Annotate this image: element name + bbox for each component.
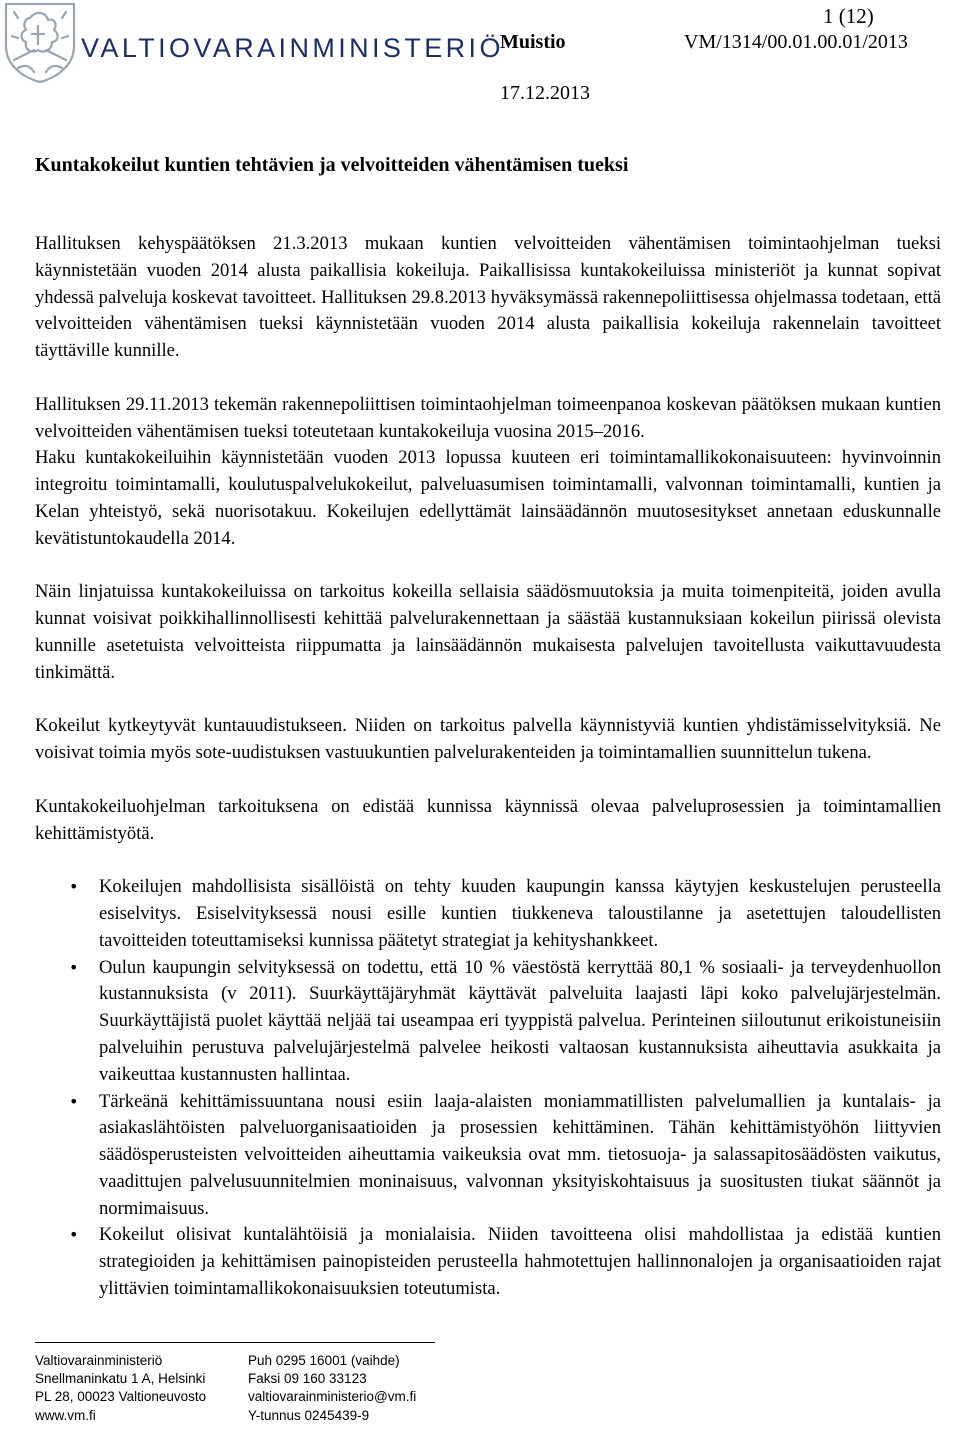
footer-website: www.vm.fi: [35, 1407, 96, 1423]
bullet-icon: •: [69, 957, 79, 977]
paragraph: Näin linjatuissa kuntakokeiluissa on tarkoitus kokeilla sellaisia säädösmuutoksia ja muita toimenpiteitä, joiden avulla kunnat voisivat poikkihallinnollisesti kehittää palvelurakennettaan ja säästää kustannuksiaan kokeilun piirissä olevista kunnille asetetuista velvoitteista riippumatta ja lainsäädännön mukaisesta palvelujen tavoitellusta vaikuttavuudesta tinkimättä.: [35, 581, 941, 683]
footer-phone: Puh 0295 16001 (vaihde): [248, 1353, 400, 1368]
paragraph: Haku kuntakokeiluihin käynnistetään vuoden 2013 lopussa kuuteen eri toimintamallikokonaisuuteen: hyvinvoinnin integroitu toimintamalli, koulutuspalvelukokeilut, palveluasumisen toimintamalli, valvonnan toimintamalli, kuntien ja Kelan yhteistyö, sekä nuorisotakuu. Kokeilujen edellyttämät lainsäädännön muutosesitykset annetaan eduskunnalle kevätistuntokaudella 2014.: [35, 447, 941, 549]
list-item: [69, 874, 941, 954]
list-item: [69, 955, 941, 1089]
footer-divider: [35, 1342, 435, 1343]
bullet-icon: •: [69, 877, 79, 897]
paragraph: Kokeilut kytkeytyvät kuntauudistukseen. Niiden on tarkoitus palvella käynnistyviä kuntien yhdistämisselvityksiä. Ne voisivat toimia myös sote-uudistuksen vastuukuntien palvelurakenteiden ja toimintamallien suunnittelun tukena.: [35, 715, 941, 764]
bullet-list: [35, 874, 941, 1303]
document-body: [35, 231, 941, 1303]
bullet-icon: •: [69, 1091, 79, 1111]
page-number: 1 (12): [823, 4, 874, 28]
document-type: Muistio: [500, 31, 566, 53]
list-item-text: Kokeilujen mahdollisista sisällöistä on tehty kuuden kaupungin kanssa käytyjen keskustelujen perusteella esiselvitys. Esiselvityksessä nousi esille kuntien tiukkeneva taloustilanne ja asetettujen taloudellisten tavoitteiden toteuttamiseksi kunnissa päätetyt strategiat ja kehityshankkeet.: [99, 876, 941, 951]
ministry-emblem-icon: [0, 0, 80, 84]
list-item: [69, 1089, 941, 1223]
list-item-text: Kokeilut olisivat kuntalähtöisiä ja monialaisia. Niiden tavoitteena olisi mahdollistaa ja edistää kuntien strategioiden ja kehittämisen painopisteiden perusteella hahmotettujen hallinnonalojen ja organisaatioiden rajat ylittävien toimintamallikokonaisuuksien toteutumista.: [99, 1224, 941, 1300]
list-item-text: Tärkeänä kehittämissuuntana nousi esiin laaja-alaisten moniammatillisten palvelumallien ja kuntalais- ja asiakaslähtöisten palveluorganisaatioiden ja prosessien kehittäminen. Tähän kehittämistyöhön liittyvien säädösperusteisten velvoitteiden aiheuttamia vaikeuksia ovat mm. tietosuoja- ja salassapitosäädösten vaikutus, vaadittujen palvelusuunnitelmien moninaisuus, valvonnan yksityiskohtaisuus ja suositusten tiukat säännöt ja normimaisuus.: [99, 1090, 941, 1219]
bullet-icon: •: [69, 1225, 79, 1245]
footer-street: Snellmaninkatu 1 A, Helsinki: [35, 1371, 206, 1387]
footer-fax: Faksi 09 160 33123: [248, 1371, 367, 1387]
list-item-text: Oulun kaupungin selvityksessä on todettu, että 10 % väestöstä kerryttää 80,1 % sosiaali- ja terveydenhuollon kustannuksista (v 2011). Suurkäyttäjäryhmät käyttävät palveluita laajasti läpi koko palvelujärjestelmän. Suurkäyttäjistä puolet käyttää neljää tai useampaa eri tyyppistä palvelua. Perinteinen siiloutunut erikoistuneisiin palveluihin perustuva palvelujärjestelmä palvelee heikosti valtaosan kustannuksista aiheuttavia asukkaita ja vaikeuttaa kustannusten hallintaa.: [99, 956, 941, 1085]
footer-organisation: Valtiovarainministeriö: [35, 1353, 163, 1368]
document-date: 17.12.2013: [500, 82, 590, 104]
paragraph: Hallituksen kehyspäätöksen 21.3.2013 mukaan kuntien velvoitteiden vähentämisen toimintaohjelman tueksi käynnistetään vuoden 2014 alusta paikallisia kokeiluja. Paikallisissa kuntakokeiluissa ministeriöt ja kunnat sopivat yhdessä palveluja koskevat tavoitteet. Hallituksen 29.8.2013 hyväksymässä rakennepoliittisessa ohjelmassa todetaan, että velvoitteiden vähentämisen tueksi käynnistetään vuoden 2014 alusta paikallisia kokeiluja rakennelain tavoitteet täyttäville kunnille.: [35, 233, 941, 362]
footer-address: [35, 1352, 206, 1425]
footer-business-id: Y-tunnus 0245439-9: [248, 1407, 370, 1423]
paragraph: Kuntakokeiluohjelman tarkoituksena on edistää kunnissa käynnissä olevaa palveluprosessien ja toimintamallien kehittämistyötä.: [35, 795, 941, 844]
footer-contact: [248, 1352, 416, 1425]
document-reference: VM/1314/00.01.00.01/2013: [684, 31, 908, 53]
paragraph: Hallituksen 29.11.2013 tekemän rakennepoliittisen toimintaohjelman toimeenpanoa koskevan päätöksen mukaan kuntien velvoitteiden vähentämisen tueksi toteutetaan kuntakokeiluja vuosina 2015–2016.: [35, 393, 941, 442]
document-title: Kuntakokeilut kuntien tehtävien ja velvoitteiden vähentämisen tueksi: [35, 154, 629, 176]
footer-email: valtiovarainministerio@vm.fi: [248, 1389, 417, 1405]
list-item: [69, 1222, 941, 1302]
footer-postal: PL 28, 00023 Valtioneuvosto: [35, 1389, 207, 1405]
ministry-name: VALTIOVARAINMINISTERIÖ: [81, 33, 504, 63]
